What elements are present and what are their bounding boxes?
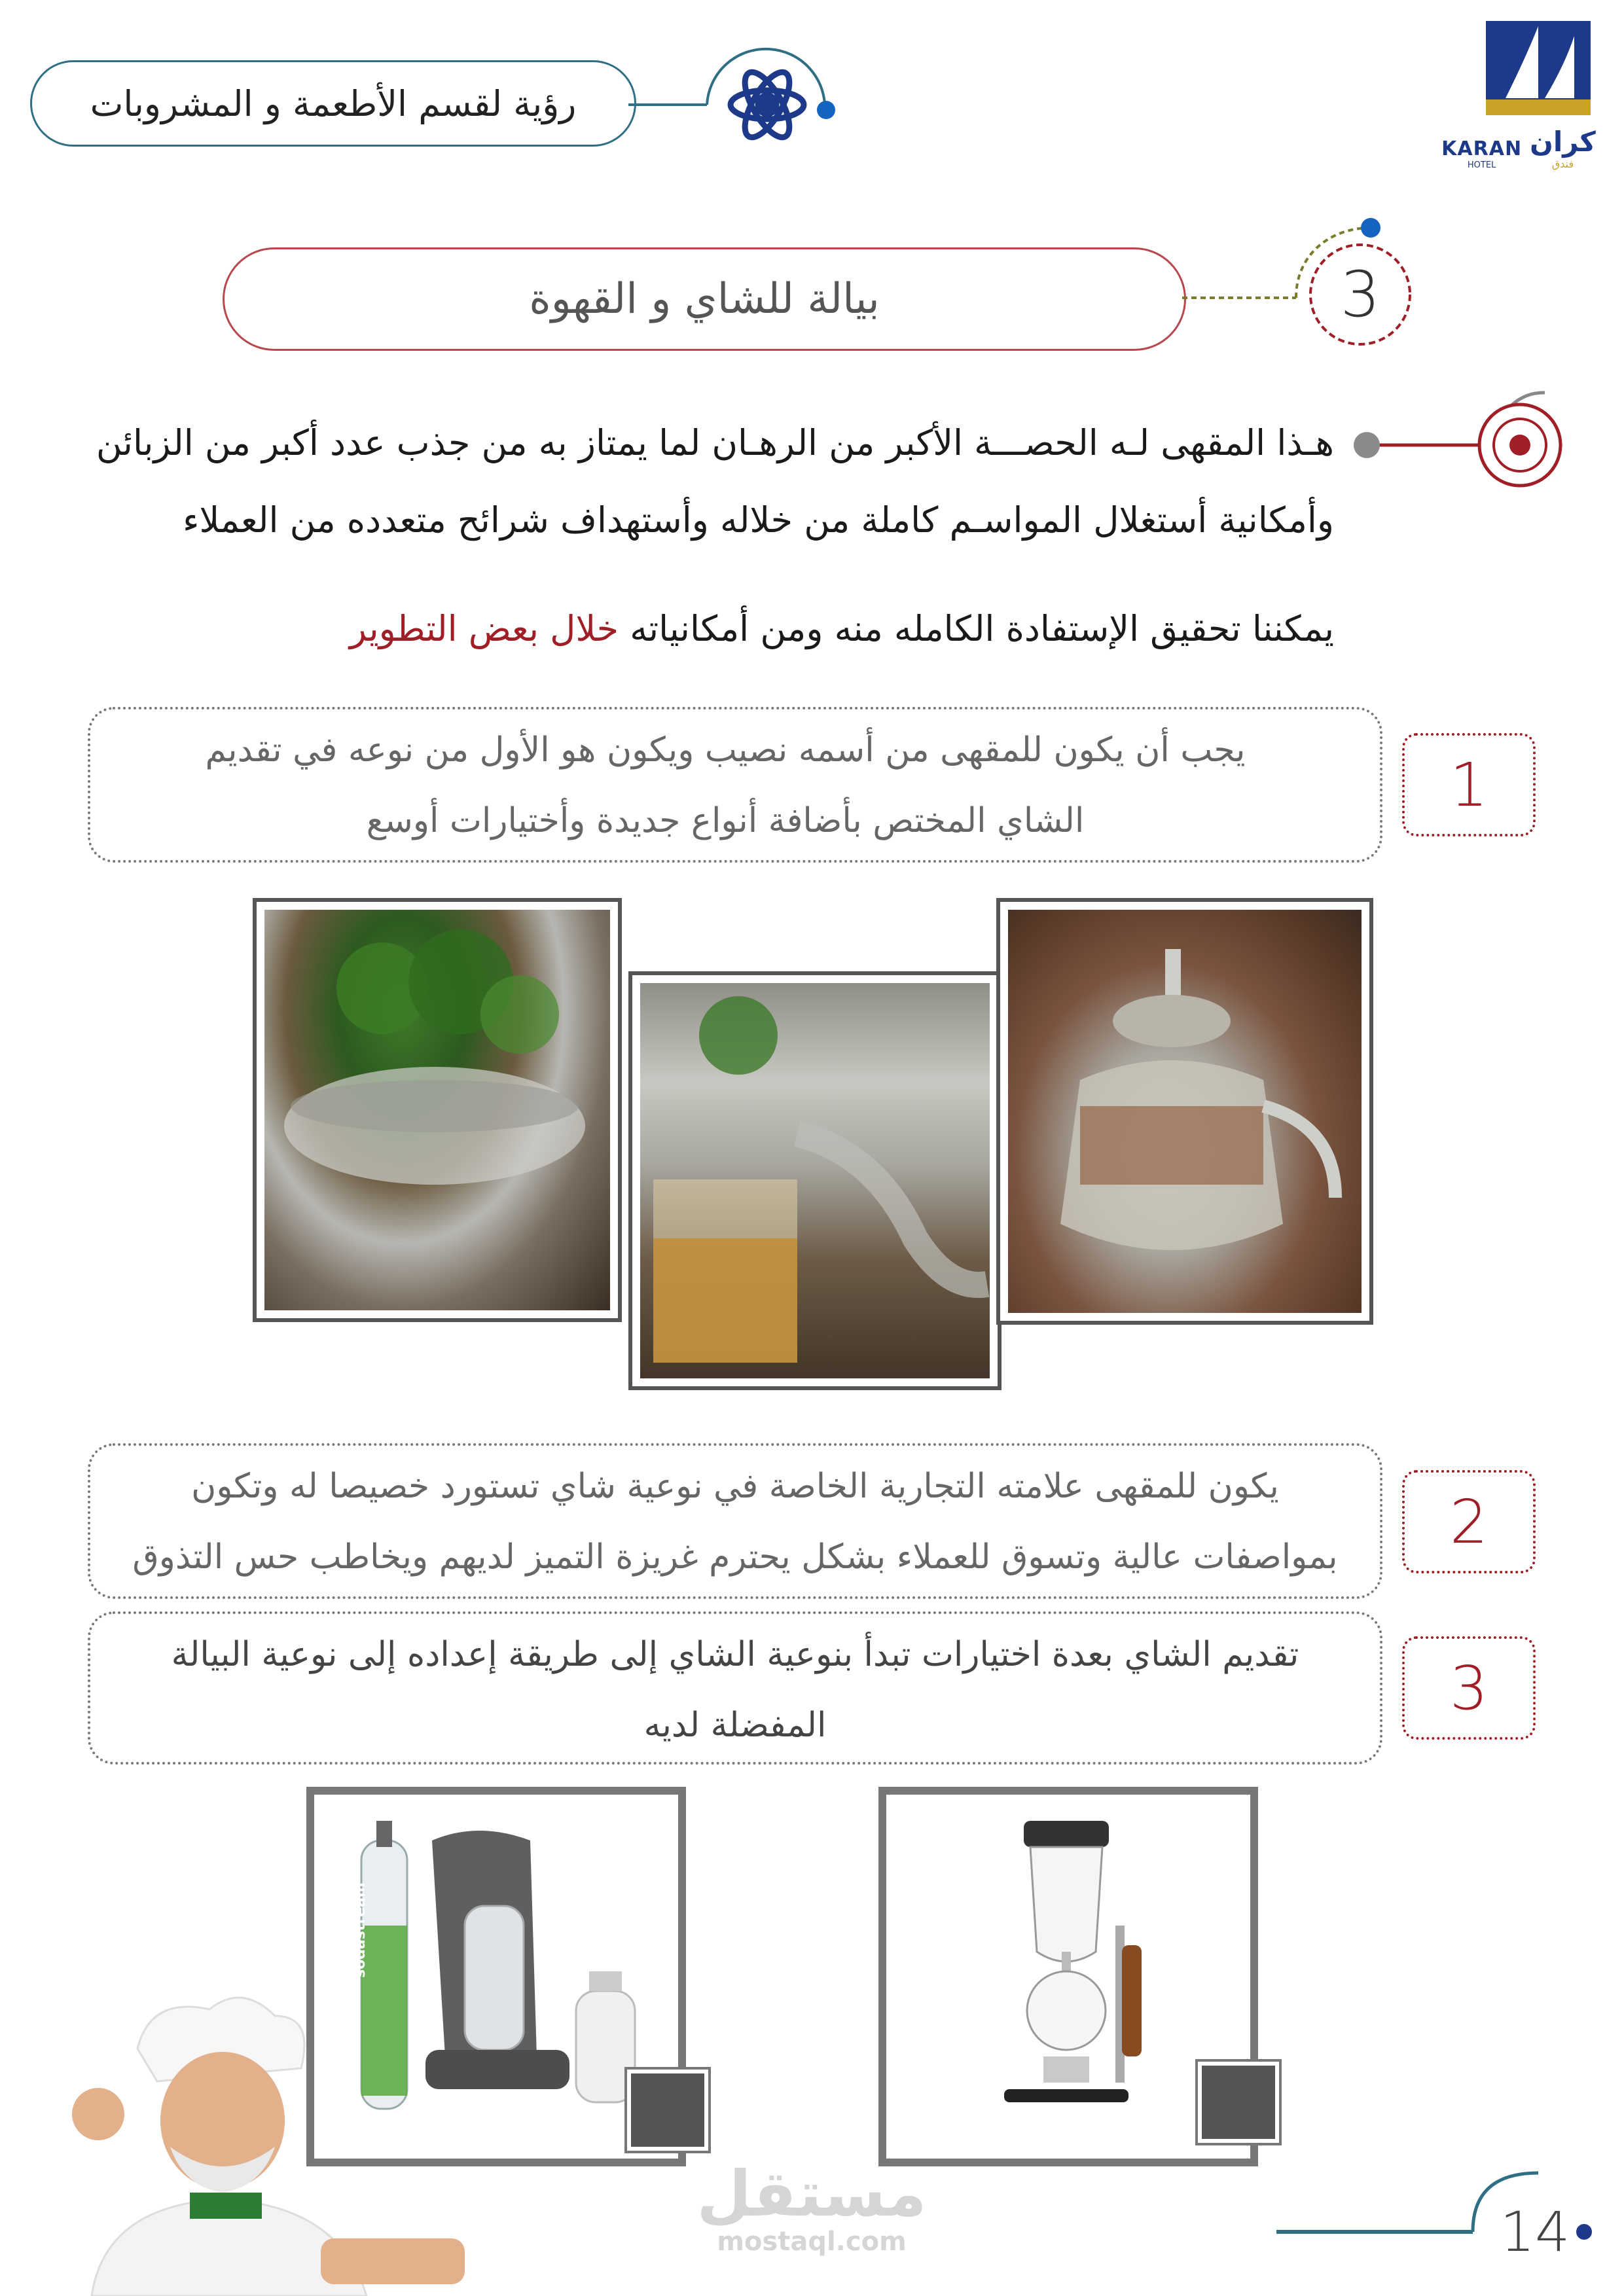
intro-line-3 bbox=[79, 590, 1334, 668]
point-3-box bbox=[88, 1611, 1382, 1765]
point-3-line-2: المفضلة لديه bbox=[643, 1706, 827, 1745]
teapot-photo bbox=[1000, 902, 1369, 1321]
page-header-title: رؤية لقسم الأطعمة و المشروبات bbox=[90, 82, 577, 124]
tea-glass-photo bbox=[632, 975, 998, 1386]
point-3-number: 3 bbox=[1402, 1636, 1536, 1740]
intro-paragraph bbox=[79, 404, 1334, 668]
section-title: بيالة للشاي و القهوة bbox=[529, 275, 880, 323]
chef-illustration bbox=[26, 1990, 484, 2296]
sodastream-label: sodastream bbox=[352, 1882, 369, 1978]
point-3-line-1: تقديم الشاي بعدة اختيارات تبدأ بنوعية الشاي إلى طريقة إعداده إلى نوعية البيالة bbox=[171, 1635, 1299, 1674]
section-number: 3 bbox=[1340, 258, 1380, 331]
intro-line-3-text: يمكننا تحقيق الإستفادة الكامله منه ومن أمكانياته bbox=[630, 608, 1334, 649]
intro-line-2: وأمكانية أستغلال المواسـم كاملة من خلاله وأستهداف شرائح متعدده من العملاء bbox=[183, 499, 1334, 541]
logo-sub-ar: فندق bbox=[1551, 158, 1574, 170]
point-2-line-2: بمواصفات عالية وتسوق للعملاء بشكل يحترم غريزة التميز لديهم ويخاطب حس التذوق bbox=[132, 1537, 1338, 1577]
watermark-url: mostaql.com bbox=[717, 2227, 907, 2257]
intro-line-1: هـذا المقهى لـه الحصـــة الأكبر من الرهـان لما يمتاز به من جذب عدد أكبر من الزبائن bbox=[96, 422, 1334, 463]
silver-bowl-icon bbox=[264, 910, 610, 1310]
point-2-box bbox=[88, 1443, 1382, 1599]
decor-square-left bbox=[627, 2070, 708, 2151]
point-2-line-1: يكون للمقهى علامته التجارية الخاصة في نوعية شاي تستورد خصيصا له وتكون bbox=[191, 1467, 1279, 1506]
siphon-coffee-maker-icon bbox=[886, 1795, 1250, 2159]
logo-sub-en: HOTEL bbox=[1467, 160, 1496, 170]
point-1-box bbox=[88, 707, 1382, 863]
page-number: 14 bbox=[1500, 2200, 1570, 2264]
watermark bbox=[696, 2157, 927, 2258]
intro-line-3-highlight: خلال بعض التطوير bbox=[349, 608, 619, 649]
watermark-ar: مستقل bbox=[696, 2157, 927, 2231]
header-title-pill bbox=[30, 60, 636, 147]
section-title-pill bbox=[223, 247, 1186, 351]
target-icon bbox=[1348, 386, 1571, 504]
teapot-icon bbox=[1008, 910, 1362, 1313]
point-2-number: 2 bbox=[1402, 1470, 1536, 1573]
sail-logo-icon bbox=[1440, 20, 1597, 118]
atom-icon bbox=[628, 39, 838, 170]
logo-text-en: KARAN bbox=[1441, 137, 1523, 160]
tea-herbs-photo bbox=[257, 902, 618, 1318]
logo-text-ar: كران bbox=[1530, 126, 1596, 158]
point-1-number: 1 bbox=[1402, 733, 1536, 836]
point-1-line-2: الشاي المختص بأضافة أنواع جديدة وأختيارات أوسع bbox=[366, 801, 1085, 840]
decor-square-right bbox=[1198, 2062, 1279, 2143]
hotel-logo bbox=[1440, 20, 1597, 170]
point-1-line-1: يجب أن يكون للمقهى من أسمه نصيب ويكون هو الأول من نوعه في تقديم bbox=[205, 730, 1246, 770]
tea-glass-icon bbox=[640, 983, 990, 1378]
